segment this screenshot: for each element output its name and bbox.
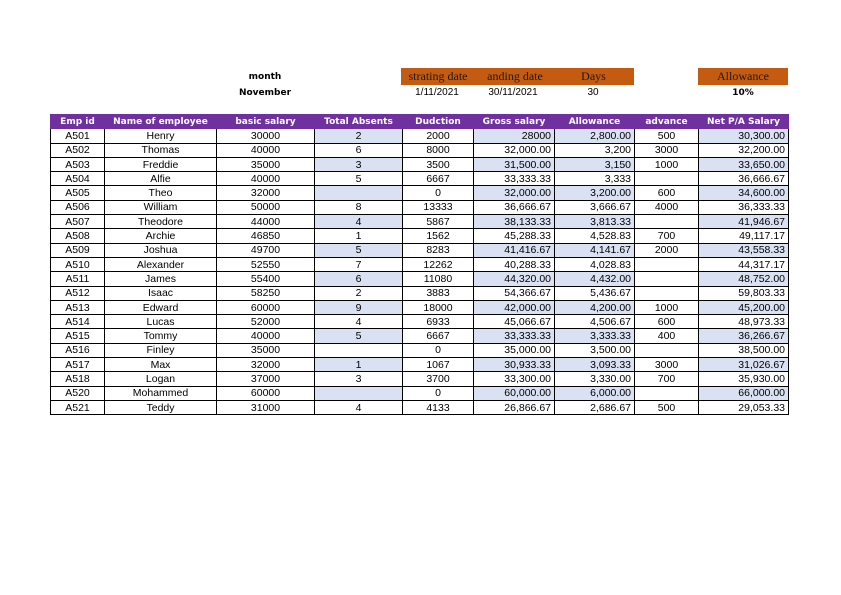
cell-gross-salary[interactable]: 40,288.33 <box>474 257 555 271</box>
cell-emp-id[interactable]: A513 <box>51 300 105 314</box>
column-header-gross-salary[interactable]: Gross salary <box>474 115 555 129</box>
cell-advance[interactable]: 500 <box>635 129 699 143</box>
cell-deduction[interactable]: 3700 <box>403 372 474 386</box>
cell-allowance[interactable]: 4,028.83 <box>555 257 635 271</box>
cell-basic-salary[interactable]: 44000 <box>217 215 315 229</box>
cell-gross-salary[interactable]: 45,066.67 <box>474 315 555 329</box>
table-row <box>51 157 789 171</box>
cell-employee-name[interactable]: Tommy <box>105 329 217 343</box>
cell-basic-salary[interactable]: 32000 <box>217 358 315 372</box>
cell-emp-id[interactable]: A506 <box>51 200 105 214</box>
cell-net-salary[interactable]: 30,300.00 <box>699 129 789 143</box>
cell-emp-id[interactable]: A507 <box>51 215 105 229</box>
cell-basic-salary[interactable]: 35000 <box>217 157 315 171</box>
column-header-basic-salary[interactable]: basic salary <box>217 115 315 129</box>
cell-deduction[interactable]: 0 <box>403 186 474 200</box>
table-row <box>51 358 789 372</box>
date-header-bar <box>401 68 634 85</box>
cell-allowance[interactable]: 3,333.33 <box>555 329 635 343</box>
cell-advance[interactable]: 3000 <box>635 358 699 372</box>
cell-advance[interactable]: 1000 <box>635 300 699 314</box>
cell-deduction[interactable]: 1562 <box>403 229 474 243</box>
cell-net-salary[interactable]: 34,600.00 <box>699 186 789 200</box>
cell-allowance[interactable]: 4,141.67 <box>555 243 635 257</box>
cell-advance[interactable]: 700 <box>635 229 699 243</box>
cell-allowance[interactable]: 3,200 <box>555 143 635 157</box>
cell-net-salary[interactable]: 49,117.17 <box>699 229 789 243</box>
cell-advance[interactable] <box>635 257 699 271</box>
cell-employee-name[interactable]: Teddy <box>105 400 217 414</box>
cell-advance[interactable]: 4000 <box>635 200 699 214</box>
cell-allowance[interactable]: 5,436.67 <box>555 286 635 300</box>
cell-total-absents[interactable]: 5 <box>315 329 403 343</box>
cell-emp-id[interactable]: A505 <box>51 186 105 200</box>
cell-employee-name[interactable]: Theodore <box>105 215 217 229</box>
cell-net-salary[interactable]: 59,803.33 <box>699 286 789 300</box>
cell-basic-salary[interactable]: 50000 <box>217 200 315 214</box>
allowance-header-bar <box>698 68 788 85</box>
table-row <box>51 329 789 343</box>
cell-advance[interactable] <box>635 286 699 300</box>
cell-net-salary[interactable]: 41,946.67 <box>699 215 789 229</box>
cell-basic-salary[interactable]: 52550 <box>217 257 315 271</box>
cell-advance[interactable] <box>635 272 699 286</box>
cell-advance[interactable]: 2000 <box>635 243 699 257</box>
cell-advance[interactable] <box>635 343 699 357</box>
cell-gross-salary[interactable]: 32,000.00 <box>474 186 555 200</box>
cell-gross-salary[interactable]: 42,000.00 <box>474 300 555 314</box>
cell-net-salary[interactable]: 43,558.33 <box>699 243 789 257</box>
cell-total-absents[interactable]: 4 <box>315 215 403 229</box>
cell-allowance[interactable]: 3,666.67 <box>555 200 635 214</box>
cell-deduction[interactable]: 13333 <box>403 200 474 214</box>
column-header-allowance[interactable]: Allowance <box>555 115 635 129</box>
cell-total-absents[interactable]: 3 <box>315 157 403 171</box>
cell-deduction[interactable]: 3883 <box>403 286 474 300</box>
table-row <box>51 257 789 271</box>
cell-total-absents[interactable]: 4 <box>315 400 403 414</box>
cell-total-absents[interactable]: 5 <box>315 172 403 186</box>
cell-basic-salary[interactable]: 49700 <box>217 243 315 257</box>
table-row <box>51 300 789 314</box>
cell-employee-name[interactable]: Freddie <box>105 157 217 171</box>
cell-employee-name[interactable]: Isaac <box>105 286 217 300</box>
cell-gross-salary[interactable]: 33,300.00 <box>474 372 555 386</box>
cell-emp-id[interactable]: A510 <box>51 257 105 271</box>
cell-allowance[interactable]: 4,528.83 <box>555 229 635 243</box>
cell-total-absents[interactable]: 1 <box>315 229 403 243</box>
table-row <box>51 343 789 357</box>
column-header-advance[interactable]: advance <box>635 115 699 129</box>
cell-employee-name[interactable]: Alexander <box>105 257 217 271</box>
column-header-emp-id[interactable]: Emp id <box>51 115 105 129</box>
cell-advance[interactable] <box>635 386 699 400</box>
cell-net-salary[interactable]: 33,650.00 <box>699 157 789 171</box>
cell-basic-salary[interactable]: 52000 <box>217 315 315 329</box>
start-date-value[interactable]: 1/11/2021 <box>415 87 459 98</box>
cell-net-salary[interactable]: 31,026.67 <box>699 358 789 372</box>
cell-emp-id[interactable]: A521 <box>51 400 105 414</box>
cell-total-absents[interactable] <box>315 343 403 357</box>
table-row <box>51 143 789 157</box>
cell-basic-salary[interactable]: 40000 <box>217 172 315 186</box>
cell-gross-salary[interactable]: 45,288.33 <box>474 229 555 243</box>
cell-deduction[interactable]: 6667 <box>403 329 474 343</box>
table-row <box>51 272 789 286</box>
table-header-row <box>51 115 789 129</box>
cell-deduction[interactable]: 5867 <box>403 215 474 229</box>
column-header-net-salary[interactable]: Net P/A Salary <box>699 115 789 129</box>
cell-deduction[interactable]: 0 <box>403 386 474 400</box>
cell-basic-salary[interactable]: 35000 <box>217 343 315 357</box>
cell-total-absents[interactable]: 5 <box>315 243 403 257</box>
cell-total-absents[interactable] <box>315 386 403 400</box>
cell-emp-id[interactable]: A502 <box>51 143 105 157</box>
cell-emp-id[interactable]: A508 <box>51 229 105 243</box>
cell-employee-name[interactable]: Max <box>105 358 217 372</box>
table-row <box>51 200 789 214</box>
cell-emp-id[interactable]: A516 <box>51 343 105 357</box>
cell-employee-name[interactable]: Archie <box>105 229 217 243</box>
cell-total-absents[interactable]: 6 <box>315 272 403 286</box>
cell-advance[interactable]: 3000 <box>635 143 699 157</box>
cell-gross-salary[interactable]: 36,666.67 <box>474 200 555 214</box>
cell-deduction[interactable]: 8283 <box>403 243 474 257</box>
cell-basic-salary[interactable]: 37000 <box>217 372 315 386</box>
cell-deduction[interactable]: 3500 <box>403 157 474 171</box>
cell-emp-id[interactable]: A515 <box>51 329 105 343</box>
cell-advance[interactable]: 600 <box>635 186 699 200</box>
cell-allowance[interactable]: 3,150 <box>555 157 635 171</box>
cell-total-absents[interactable]: 9 <box>315 300 403 314</box>
cell-basic-salary[interactable]: 60000 <box>217 300 315 314</box>
table-row <box>51 386 789 400</box>
cell-total-absents[interactable]: 7 <box>315 257 403 271</box>
table-row <box>51 186 789 200</box>
cell-deduction[interactable]: 11080 <box>403 272 474 286</box>
cell-employee-name[interactable]: Joshua <box>105 243 217 257</box>
cell-deduction[interactable]: 6667 <box>403 172 474 186</box>
cell-employee-name[interactable]: Alfie <box>105 172 217 186</box>
cell-emp-id[interactable]: A504 <box>51 172 105 186</box>
cell-allowance[interactable]: 6,000.00 <box>555 386 635 400</box>
cell-employee-name[interactable]: Mohammed <box>105 386 217 400</box>
cell-gross-salary[interactable]: 30,933.33 <box>474 358 555 372</box>
cell-net-salary[interactable]: 36,666.67 <box>699 172 789 186</box>
column-header-deduction[interactable]: Dudction <box>403 115 474 129</box>
start-date-label: strating date <box>408 69 468 83</box>
cell-total-absents[interactable]: 2 <box>315 286 403 300</box>
cell-employee-name[interactable]: Lucas <box>105 315 217 329</box>
cell-deduction[interactable]: 1067 <box>403 358 474 372</box>
allowance-label: Allowance <box>717 69 769 83</box>
cell-gross-salary[interactable]: 32,000.00 <box>474 143 555 157</box>
cell-allowance[interactable]: 3,330.00 <box>555 372 635 386</box>
cell-basic-salary[interactable]: 58250 <box>217 286 315 300</box>
cell-gross-salary[interactable]: 33,333.33 <box>474 172 555 186</box>
cell-total-absents[interactable]: 8 <box>315 200 403 214</box>
cell-gross-salary[interactable]: 33,333.33 <box>474 329 555 343</box>
cell-net-salary[interactable]: 44,317.17 <box>699 257 789 271</box>
cell-employee-name[interactable]: William <box>105 200 217 214</box>
table-row <box>51 229 789 243</box>
cell-employee-name[interactable]: Henry <box>105 129 217 143</box>
cell-gross-salary[interactable]: 35,000.00 <box>474 343 555 357</box>
cell-net-salary[interactable]: 35,930.00 <box>699 372 789 386</box>
cell-allowance[interactable]: 4,200.00 <box>555 300 635 314</box>
cell-allowance[interactable]: 2,800.00 <box>555 129 635 143</box>
allowance-rate-value[interactable]: 10% <box>732 88 754 98</box>
cell-employee-name[interactable]: Thomas <box>105 143 217 157</box>
cell-deduction[interactable]: 12262 <box>403 257 474 271</box>
end-date-label: anding date <box>487 69 543 83</box>
cell-emp-id[interactable]: A512 <box>51 286 105 300</box>
cell-deduction[interactable]: 18000 <box>403 300 474 314</box>
cell-total-absents[interactable]: 6 <box>315 143 403 157</box>
table-row <box>51 400 789 414</box>
table-row <box>51 129 789 143</box>
cell-emp-id[interactable]: A518 <box>51 372 105 386</box>
column-header-employee-name[interactable]: Name of employee <box>105 115 217 129</box>
cell-basic-salary[interactable]: 40000 <box>217 143 315 157</box>
cell-emp-id[interactable]: A520 <box>51 386 105 400</box>
cell-net-salary[interactable]: 36,266.67 <box>699 329 789 343</box>
cell-employee-name[interactable]: Logan <box>105 372 217 386</box>
salary-table <box>50 114 789 415</box>
cell-gross-salary[interactable]: 54,366.67 <box>474 286 555 300</box>
cell-employee-name[interactable]: James <box>105 272 217 286</box>
days-label: Days <box>581 69 606 83</box>
cell-gross-salary[interactable]: 28000 <box>474 129 555 143</box>
cell-total-absents[interactable]: 1 <box>315 358 403 372</box>
cell-basic-salary[interactable]: 46850 <box>217 229 315 243</box>
column-header-total-absents[interactable]: Total Absents <box>315 115 403 129</box>
cell-allowance[interactable]: 3,813.33 <box>555 215 635 229</box>
cell-deduction[interactable]: 6933 <box>403 315 474 329</box>
table-body <box>51 129 789 415</box>
month-value[interactable]: November <box>238 88 292 98</box>
cell-net-salary[interactable]: 48,973.33 <box>699 315 789 329</box>
cell-gross-salary[interactable]: 41,416.67 <box>474 243 555 257</box>
cell-basic-salary[interactable]: 60000 <box>217 386 315 400</box>
cell-allowance[interactable]: 4,506.67 <box>555 315 635 329</box>
cell-deduction[interactable]: 8000 <box>403 143 474 157</box>
cell-net-salary[interactable]: 36,333.33 <box>699 200 789 214</box>
cell-advance[interactable]: 500 <box>635 400 699 414</box>
cell-net-salary[interactable]: 29,053.33 <box>699 400 789 414</box>
month-label: month <box>248 72 282 82</box>
cell-advance[interactable]: 700 <box>635 372 699 386</box>
table-row <box>51 243 789 257</box>
cell-basic-salary[interactable]: 40000 <box>217 329 315 343</box>
cell-allowance[interactable]: 4,432.00 <box>555 272 635 286</box>
cell-advance[interactable] <box>635 215 699 229</box>
cell-net-salary[interactable]: 38,500.00 <box>699 343 789 357</box>
table-row <box>51 315 789 329</box>
cell-emp-id[interactable]: A514 <box>51 315 105 329</box>
cell-allowance[interactable]: 2,686.67 <box>555 400 635 414</box>
cell-emp-id[interactable]: A501 <box>51 129 105 143</box>
cell-total-absents[interactable]: 3 <box>315 372 403 386</box>
cell-net-salary[interactable]: 32,200.00 <box>699 143 789 157</box>
cell-gross-salary[interactable]: 60,000.00 <box>474 386 555 400</box>
cell-deduction[interactable]: 0 <box>403 343 474 357</box>
cell-employee-name[interactable]: Theo <box>105 186 217 200</box>
cell-net-salary[interactable]: 66,000.00 <box>699 386 789 400</box>
cell-total-absents[interactable]: 4 <box>315 315 403 329</box>
cell-deduction[interactable]: 4133 <box>403 400 474 414</box>
cell-basic-salary[interactable]: 31000 <box>217 400 315 414</box>
cell-emp-id[interactable]: A517 <box>51 358 105 372</box>
cell-employee-name[interactable]: Edward <box>105 300 217 314</box>
cell-advance[interactable] <box>635 172 699 186</box>
cell-employee-name[interactable]: Finley <box>105 343 217 357</box>
table-row <box>51 215 789 229</box>
cell-allowance[interactable]: 3,333 <box>555 172 635 186</box>
table-row <box>51 286 789 300</box>
cell-allowance[interactable]: 3,093.33 <box>555 358 635 372</box>
cell-net-salary[interactable]: 48,752.00 <box>699 272 789 286</box>
cell-basic-salary[interactable]: 32000 <box>217 186 315 200</box>
cell-advance[interactable]: 600 <box>635 315 699 329</box>
cell-basic-salary[interactable]: 55400 <box>217 272 315 286</box>
cell-emp-id[interactable]: A503 <box>51 157 105 171</box>
cell-gross-salary[interactable]: 38,133.33 <box>474 215 555 229</box>
cell-allowance[interactable]: 3,200.00 <box>555 186 635 200</box>
cell-advance[interactable]: 1000 <box>635 157 699 171</box>
cell-total-absents[interactable]: 2 <box>315 129 403 143</box>
table-row <box>51 372 789 386</box>
cell-advance[interactable]: 400 <box>635 329 699 343</box>
cell-net-salary[interactable]: 45,200.00 <box>699 300 789 314</box>
cell-total-absents[interactable] <box>315 186 403 200</box>
cell-deduction[interactable]: 2000 <box>403 129 474 143</box>
cell-basic-salary[interactable]: 30000 <box>217 129 315 143</box>
days-value[interactable]: 30 <box>587 87 599 98</box>
end-date-value[interactable]: 30/11/2021 <box>488 87 538 98</box>
cell-allowance[interactable]: 3,500.00 <box>555 343 635 357</box>
cell-emp-id[interactable]: A511 <box>51 272 105 286</box>
table-row <box>51 172 789 186</box>
cell-emp-id[interactable]: A509 <box>51 243 105 257</box>
cell-gross-salary[interactable]: 26,866.67 <box>474 400 555 414</box>
cell-gross-salary[interactable]: 31,500.00 <box>474 157 555 171</box>
cell-gross-salary[interactable]: 44,320.00 <box>474 272 555 286</box>
